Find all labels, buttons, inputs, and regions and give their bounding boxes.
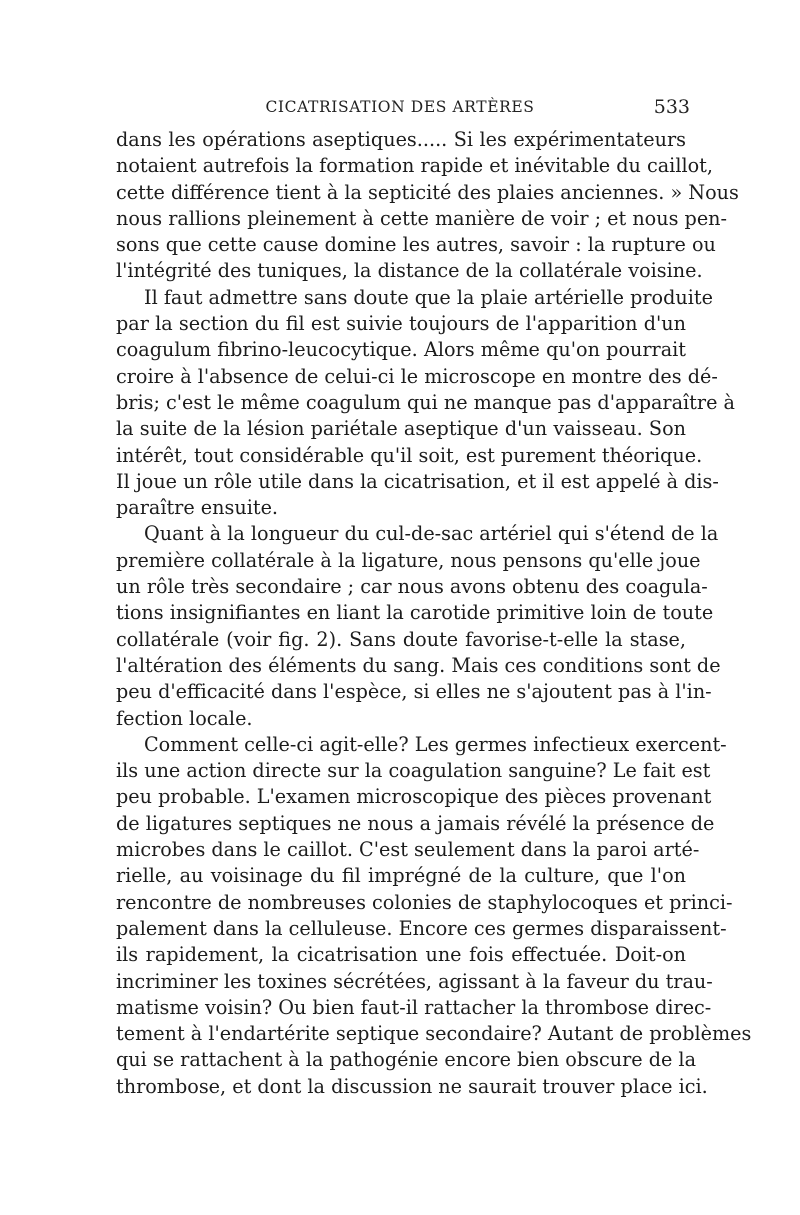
text-line: par la section du fil est suivie toujours de l'apparition d'un: [116, 312, 686, 336]
text-line: rielle, au voisinage du fil imprégné de la culture, que l'on: [116, 864, 686, 888]
text-line: qui se rattachent à la pathogénie encore bien obscure de la: [116, 1048, 697, 1072]
text-line: microbes dans le caillot. C'est seulement dans la paroi arté-: [116, 838, 700, 862]
paragraph-first-line: Il faut admettre sans doute que la plaie artérielle produite: [144, 285, 713, 309]
text-line: croire à l'absence de celui-ci le microscope en montre des dé-: [116, 364, 718, 388]
text-line: incriminer les toxines sécrétées, agissant à la faveur du trau-: [116, 969, 713, 993]
text-line: de ligatures septiques ne nous a jamais révélé la présence de: [116, 811, 715, 835]
text-line: paraître ensuite.: [116, 496, 279, 520]
text-line: notaient autrefois la formation rapide et inévitable du caillot,: [116, 154, 713, 178]
text-line: palement dans la celluleuse. Encore ces germes disparaissent-: [116, 916, 727, 940]
page-number: 533: [653, 96, 690, 118]
text-line: peu probable. L'examen microscopique des pièces provenant: [116, 785, 712, 809]
text-line: ils une action directe sur la coagulation sanguine? Le fait est: [116, 759, 711, 783]
text-line: tions insignifiantes en liant la carotide primitive loin de toute: [116, 601, 714, 625]
text-line: nous rallions pleinement à cette manière de voir ; et nous pen-: [116, 206, 728, 230]
text-line: ils rapidement, la cicatrisation une fois effectuée. Doit-on: [116, 943, 686, 967]
text-line: la suite de la lésion pariétale aseptique d'un vaisseau. Son: [116, 417, 686, 441]
text-line: rencontre de nombreuses colonies de staphylocoques et princi-: [116, 890, 733, 914]
text-line: thrombose, et dont la discussion ne saurait trouver place ici.: [116, 1074, 708, 1098]
text-line: collatérale (voir fig. 2). Sans doute favorise-t-elle la stase,: [116, 627, 686, 651]
body-text: [116, 127, 752, 1100]
text-line: matisme voisin? Ou bien faut-il rattacher la thrombose direc-: [116, 995, 712, 1019]
text-line: sons que cette cause domine les autres, savoir : la rupture ou: [116, 233, 716, 257]
text-line: cette différence tient à la septicité des plaies anciennes. » Nous: [116, 180, 739, 204]
text-line: un rôle très secondaire ; car nous avons obtenu des coagula-: [116, 575, 708, 599]
running-title: CICATRISATION DES ARTÈRES: [265, 98, 535, 116]
text-line: coagulum fibrino-leucocytique. Alors même qu'on pourrait: [116, 338, 686, 362]
text-line: fection locale.: [116, 706, 253, 730]
text-line: bris; c'est le même coagulum qui ne manque pas d'apparaître à: [116, 390, 735, 414]
text-line: l'altération des éléments du sang. Mais ces conditions sont de: [116, 653, 721, 677]
text-line: première collatérale à la ligature, nous pensons qu'elle joue: [116, 548, 701, 572]
text-line: dans les opérations aseptiques..... Si les expérimentateurs: [116, 128, 686, 151]
text-line: intérêt, tout considérable qu'il soit, est purement théorique.: [116, 443, 703, 467]
text-line: tement à l'endartérite septique secondaire? Autant de problèmes: [116, 1022, 752, 1046]
text-line: l'intégrité des tuniques, la distance de la collatérale voisine.: [116, 259, 703, 283]
text-line: peu d'efficacité dans l'espèce, si elles ne s'ajoutent pas à l'in-: [116, 680, 712, 704]
paragraph-first-line: Quant à la longueur du cul-de-sac artériel qui s'étend de la: [144, 522, 719, 546]
text-line: Il joue un rôle utile dans la cicatrisation, et il est appelé à dis-: [116, 469, 719, 493]
paragraph-first-line: Comment celle-ci agit-elle? Les germes infectieux exercent-: [144, 732, 727, 756]
running-head: [110, 98, 690, 124]
